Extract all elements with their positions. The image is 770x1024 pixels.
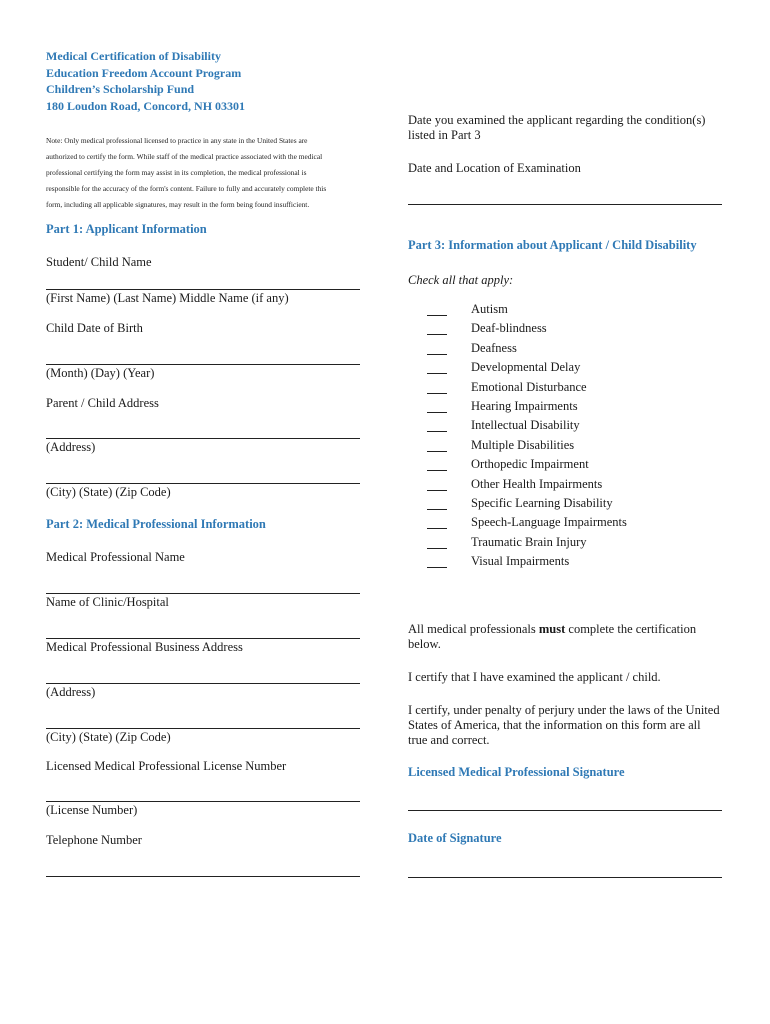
checkbox-blank[interactable] <box>427 373 447 374</box>
license-field[interactable] <box>46 801 360 802</box>
clinic-field[interactable] <box>46 638 360 639</box>
checklist-item-label: Orthopedic Impairment <box>471 457 589 472</box>
dob-field[interactable] <box>46 364 360 365</box>
certification-intro-line: below. <box>408 637 441 651</box>
medical-professional-name-label: Medical Professional Name <box>46 550 185 564</box>
perjury-line: true and correct. <box>408 733 490 747</box>
business-city-caption: (City) (State) (Zip Code) <box>46 730 171 744</box>
student-name-field[interactable] <box>46 289 360 290</box>
checkbox-blank[interactable] <box>427 315 447 316</box>
checkbox-blank[interactable] <box>427 393 447 394</box>
telephone-field[interactable] <box>46 876 360 877</box>
note-line: Note: Only medical professional licensed to practice in any state in the United States are <box>46 136 308 145</box>
business-city-field[interactable] <box>46 728 360 729</box>
checklist-item-label: Visual Impairments <box>471 554 570 569</box>
note-line: professional certifying the form may assist in its completion, the medical professional is <box>46 168 307 177</box>
part2-heading: Part 2: Medical Professional Information <box>46 517 266 531</box>
note-line: authorized to certify the form. While staff of the medical practice associated with the medical <box>46 152 323 161</box>
header-title: Medical Certification of Disability <box>46 49 221 63</box>
examined-statement: I certify that I have examined the applicant / child. <box>408 670 661 684</box>
checkbox-blank[interactable] <box>427 431 447 432</box>
license-label: Licensed Medical Professional License Number <box>46 759 287 773</box>
parent-city-caption: (City) (State) (Zip Code) <box>46 485 171 499</box>
checkbox-blank[interactable] <box>427 412 447 413</box>
checklist-item-label: Hearing Impairments <box>471 399 578 413</box>
note-line: form, including all applicable signatures, may result in the form being found insufficient. <box>46 200 310 209</box>
disclaimer-note <box>46 133 326 213</box>
exam-date-line: listed in Part 3 <box>408 128 481 142</box>
parent-city-field[interactable] <box>46 483 360 484</box>
intro-text: complete the certification <box>565 622 697 636</box>
part3-heading: Part 3: Information about Applicant / Child Disability <box>408 238 697 252</box>
checklist-item-label: Intellectual Disability <box>471 418 580 433</box>
business-address-caption: (Address) <box>46 685 96 699</box>
note-line: responsible for the accuracy of the form's content. Failure to fully and accurately complete this <box>46 184 327 193</box>
checkbox-blank[interactable] <box>427 470 447 471</box>
checkbox-blank[interactable] <box>427 528 447 529</box>
business-address-label: Medical Professional Business Address <box>46 640 243 654</box>
signature-label: Licensed Medical Professional Signature <box>408 765 625 779</box>
checkbox-blank[interactable] <box>427 334 447 335</box>
signature-date-field[interactable] <box>408 877 722 878</box>
license-caption: (License Number) <box>46 803 138 817</box>
checkbox-blank[interactable] <box>427 490 447 491</box>
checklist-item-label: Speech-Language Impairments <box>471 515 627 530</box>
medical-professional-name-field[interactable] <box>46 593 360 594</box>
certification-intro <box>408 622 696 652</box>
checklist-item-label: Emotional Disturbance <box>471 379 587 394</box>
signature-date-label: Date of Signature <box>408 831 502 845</box>
exam-location-label: Date and Location of Examination <box>408 161 581 175</box>
checklist-item-label: Developmental Delay <box>471 360 581 375</box>
checklist-item-label: Traumatic Brain Injury <box>471 534 587 549</box>
checkbox-blank[interactable] <box>427 354 447 355</box>
header-fund: Children’s Scholarship Fund <box>46 82 195 96</box>
checklist-item-label: Multiple Disabilities <box>471 437 575 452</box>
checkbox-blank[interactable] <box>427 451 447 452</box>
student-name-label: Student/ Child Name <box>46 255 152 269</box>
dob-label: Child Date of Birth <box>46 321 143 335</box>
parent-address-caption: (Address) <box>46 440 96 454</box>
telephone-label: Telephone Number <box>46 833 142 847</box>
header-address: 180 Loudon Road, Concord, NH 03301 <box>46 98 246 113</box>
checklist-item-label: Deafness <box>471 340 517 355</box>
header-program: Education Freedom Account Program <box>46 65 242 80</box>
perjury-line: I certify, under penalty of perjury under the laws of the United <box>408 703 720 717</box>
perjury-line: States of America, that the information on this form are all <box>408 718 701 732</box>
parent-address-field[interactable] <box>46 438 360 439</box>
checkbox-blank[interactable] <box>427 567 447 568</box>
student-name-caption: (First Name) (Last Name) Middle Name (if any) <box>46 291 289 305</box>
checklist-item-label: Other Health Impairments <box>471 476 603 491</box>
checklist-item-label: Autism <box>471 302 508 316</box>
parent-address-label: Parent / Child Address <box>46 396 159 410</box>
clinic-label: Name of Clinic/Hospital <box>46 595 169 609</box>
exam-date-label <box>408 113 705 143</box>
exam-date-line: Date you examined the applicant regarding the condition(s) <box>408 113 706 127</box>
part1-heading: Part 1: Applicant Information <box>46 222 207 236</box>
check-all-prompt: Check all that apply: <box>408 273 514 287</box>
intro-emphasis: must <box>538 622 566 636</box>
checklist-item-label: Deaf-blindness <box>471 321 547 336</box>
exam-location-field[interactable] <box>408 204 722 205</box>
form-header <box>46 48 245 114</box>
perjury-statement <box>408 703 720 748</box>
intro-text: All medical professionals <box>408 622 539 636</box>
signature-field[interactable] <box>408 810 722 811</box>
dob-caption: (Month) (Day) (Year) <box>46 366 155 380</box>
business-address-field[interactable] <box>46 683 360 684</box>
checklist-item-label: Specific Learning Disability <box>471 496 613 510</box>
checkbox-blank[interactable] <box>427 509 447 510</box>
checkbox-blank[interactable] <box>427 548 447 549</box>
certification-intro-line <box>408 622 696 637</box>
